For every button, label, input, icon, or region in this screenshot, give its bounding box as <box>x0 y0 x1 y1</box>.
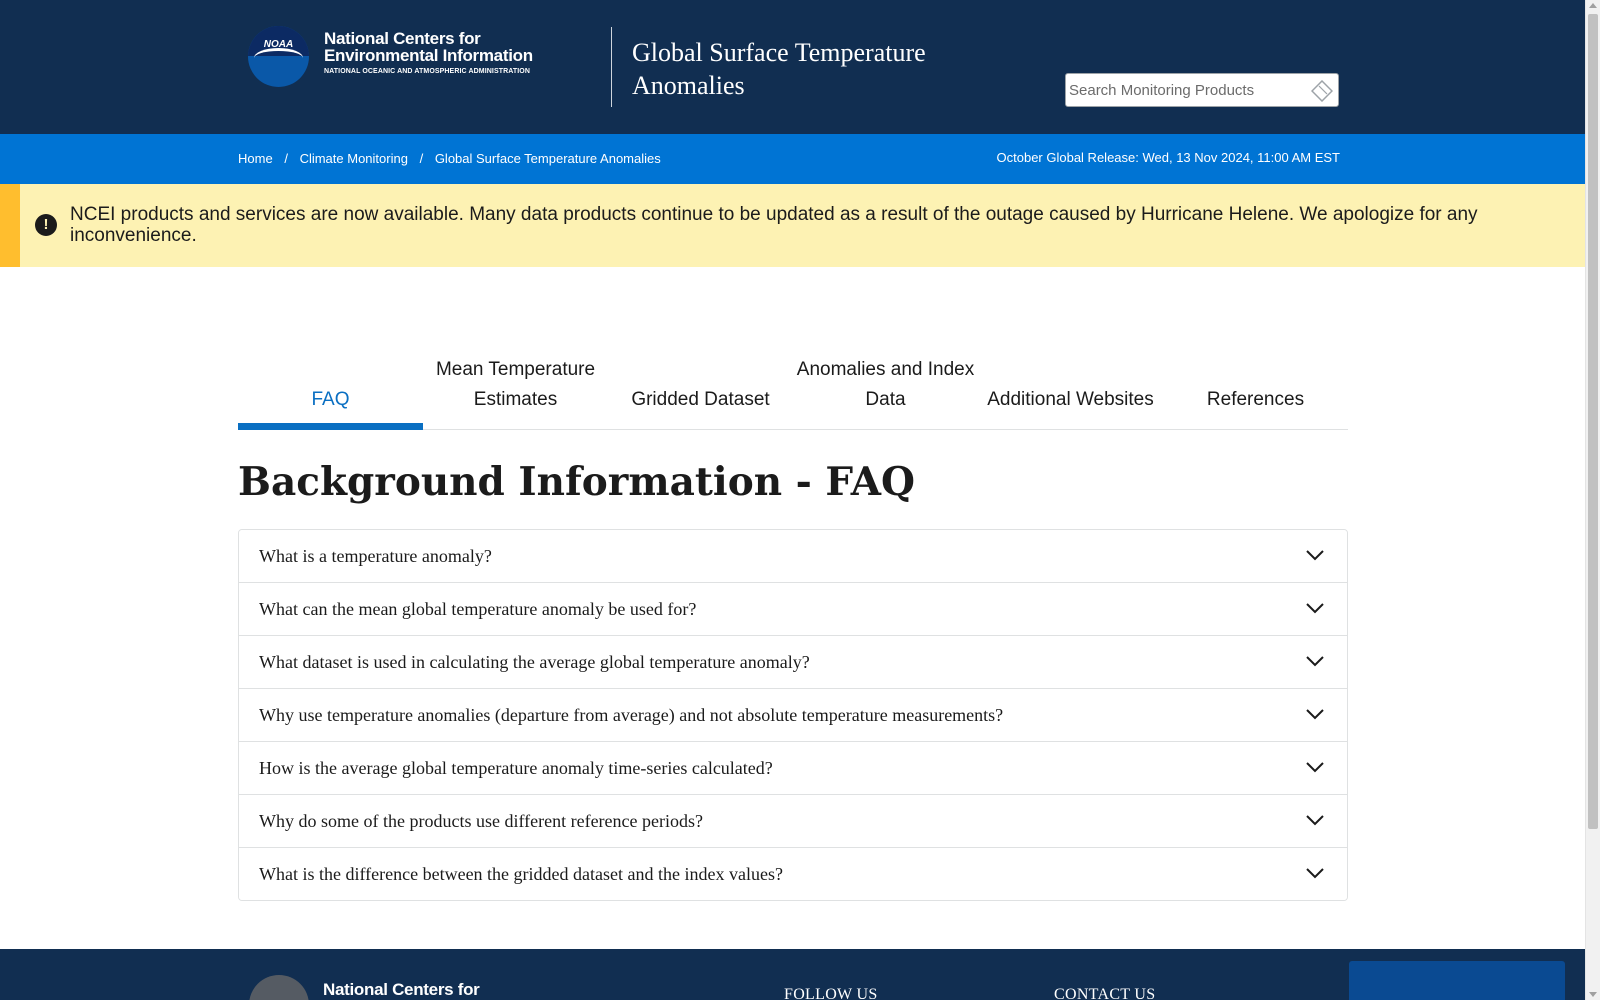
tab-gridded-dataset[interactable] <box>608 320 793 429</box>
chevron-down-icon <box>1305 601 1325 615</box>
chevron-down-icon <box>1305 707 1325 721</box>
breadcrumb-current[interactable]: Global Surface Temperature Anomalies <box>434 151 661 166</box>
site-header <box>0 0 1585 134</box>
scroll-up-arrow-icon[interactable] <box>1589 3 1597 8</box>
chevron-down-icon <box>1305 760 1325 774</box>
faq-accordion <box>238 529 1348 901</box>
footer-contact-us-heading: CONTACT US <box>1054 986 1156 1000</box>
chevron-down-icon <box>1305 548 1325 562</box>
logo-line-1: National Centers for <box>324 29 481 48</box>
outage-alert <box>0 184 1585 267</box>
ncei-logo-link[interactable] <box>248 26 533 88</box>
faq-item-dataset-used[interactable] <box>239 636 1347 689</box>
search-input[interactable] <box>1069 74 1303 106</box>
tab-list <box>238 320 1348 430</box>
faq-question: What dataset is used in calculating the average global temperature anomaly? <box>259 652 810 672</box>
breadcrumb-home[interactable]: Home <box>238 151 273 166</box>
breadcrumb-climate-monitoring[interactable]: Climate Monitoring <box>299 151 408 166</box>
faq-question: How is the average global temperature anomaly time-series calculated? <box>259 758 773 778</box>
chevron-down-icon <box>1305 654 1325 668</box>
tab-mean-temperature-estimates[interactable] <box>423 320 608 429</box>
release-date: October Global Release: Wed, 13 Nov 2024, 11:00 AM EST <box>996 150 1340 165</box>
feedback-button[interactable] <box>1349 961 1565 1000</box>
faq-question: Why do some of the products use different reference periods? <box>259 811 703 831</box>
footer-noaa-seal-icon <box>249 975 309 1000</box>
faq-question: What is a temperature anomaly? <box>259 546 492 566</box>
logo-line-2: Environmental Information <box>324 46 533 65</box>
alert-accent-bar <box>0 184 20 267</box>
faq-item-gridded-vs-index[interactable] <box>239 848 1347 901</box>
section-heading: Background Information - FAQ <box>238 459 916 505</box>
exclamation-circle-icon: ! <box>35 214 57 236</box>
alert-text: NCEI products and services are now available. Many data products continue to be updated as a result of the outage caused by Hurricane Helene. We apologize for any inconvenience. <box>70 204 1478 246</box>
chevron-down-icon <box>1305 813 1325 827</box>
site-footer <box>0 949 1585 1000</box>
footer-follow-us-heading: FOLLOW US <box>784 986 878 1000</box>
search-icon[interactable] <box>1311 80 1333 102</box>
faq-item-reference-periods[interactable] <box>239 795 1347 848</box>
tab-label: Gridded Dataset <box>631 389 770 410</box>
page-scrollbar[interactable] <box>1585 0 1600 1000</box>
active-tab-indicator <box>238 423 423 430</box>
breadcrumb-separator: / <box>284 151 288 166</box>
tab-label: FAQ <box>311 389 350 410</box>
breadcrumb-separator: / <box>419 151 424 166</box>
faq-item-time-series-calculated[interactable] <box>239 742 1347 795</box>
header-divider <box>611 27 612 107</box>
search-box <box>1065 73 1339 107</box>
tab-references[interactable] <box>1163 320 1348 429</box>
logo-line-3: NATIONAL OCEANIC AND ATMOSPHERIC ADMINISTRATION <box>324 68 531 75</box>
tab-label: References <box>1206 389 1305 410</box>
faq-item-why-anomalies[interactable] <box>239 689 1347 742</box>
breadcrumb-bar <box>0 134 1585 184</box>
scrollbar-thumb[interactable] <box>1588 14 1598 829</box>
noaa-seal-icon: NOAA <box>248 26 309 87</box>
logo-wordmark <box>324 30 534 77</box>
faq-question: Why use temperature anomalies (departure from average) and not absolute temperature measurements? <box>259 705 1004 725</box>
scroll-down-arrow-icon[interactable] <box>1589 992 1597 997</box>
tab-additional-websites[interactable] <box>978 320 1163 429</box>
tab-label: Additional Websites <box>987 389 1154 410</box>
page-title: Global Surface Temperature Anomalies <box>632 38 926 100</box>
tab-anomalies-and-index-data[interactable] <box>793 320 978 429</box>
breadcrumb <box>238 150 661 168</box>
chevron-down-icon <box>1305 866 1325 880</box>
tab-label: Anomalies and Index Data <box>796 359 975 410</box>
faq-item-mean-anomaly-use[interactable] <box>239 583 1347 636</box>
footer-logo-text: National Centers for <box>323 980 480 999</box>
faq-question: What is the difference between the gridded dataset and the index values? <box>259 864 783 884</box>
faq-item-temperature-anomaly[interactable] <box>239 530 1347 583</box>
faq-question: What can the mean global temperature anomaly be used for? <box>259 599 697 619</box>
tab-label: Mean Temperature Estimates <box>435 359 596 410</box>
tab-faq[interactable] <box>238 320 423 429</box>
